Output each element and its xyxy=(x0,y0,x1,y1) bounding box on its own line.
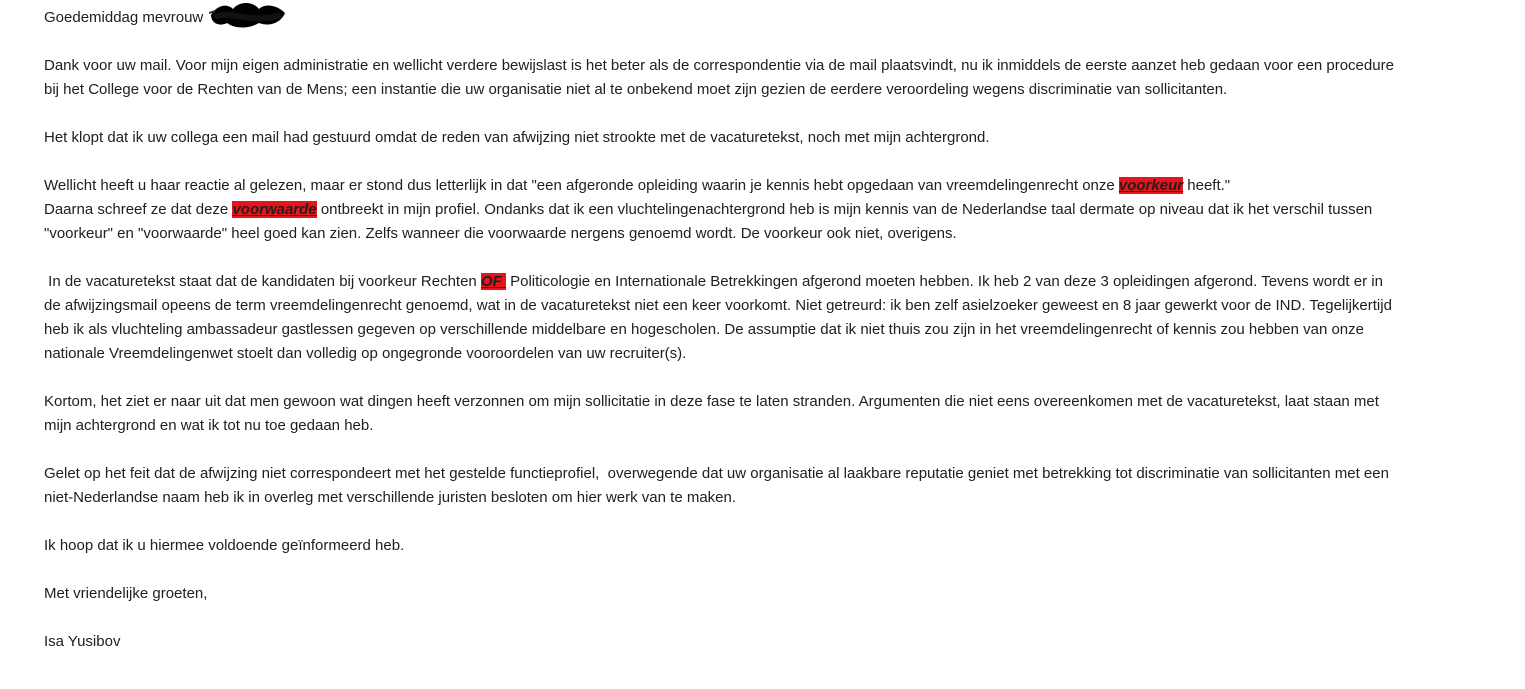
text-ontbreekt: ontbreekt in mijn profiel. Ondanks dat ik een vluchtelingenachtergrond heb is mijn kennis van de Nederlandse taal dermate op niveau dat ik het verschil tussen xyxy=(316,201,1373,218)
signature xyxy=(44,630,1514,654)
signature-name: Isa Yusibov xyxy=(44,633,121,650)
text-politicologie: Politicologie en Internationale Betrekkingen afgerond moeten hebben. Ik heb 2 van deze 3 opleidingen afgerond. Tevens wordt er in xyxy=(505,273,1383,290)
paragraph-3-line-3: "voorkeur" en "voorwaarde" heel goed kan zien. Zelfs wanneer die voorwaarde nergens genoemd wordt. De voorkeur ook niet, overigens. xyxy=(44,225,957,242)
paragraph-6-line-2: niet-Nederlandse naam heb ik in overleg met verschillende juristen besloten om hier werk van te maken. xyxy=(44,489,737,506)
paragraph-7 xyxy=(44,534,1514,558)
paragraph-2 xyxy=(44,126,1514,150)
paragraph-6-line-1: Gelet op het feit dat de afwijzing niet correspondeert met het gestelde functieprofiel, overwegende dat uw organisatie al laakbare reputatie geniet met betrekking tot discriminatie van sollicitanten met een xyxy=(44,465,1389,482)
highlight-of: OF xyxy=(480,273,506,290)
paragraph-3 xyxy=(44,174,1514,246)
closing-text: Met vriendelijke groeten, xyxy=(44,585,208,602)
paragraph-2-line-1: Het klopt dat ik uw collega een mail had gestuurd omdat de reden van afwijzing niet strookte met de vacaturetekst, noch met mijn achtergrond. xyxy=(44,129,990,146)
paragraph-4-line-3: heb ik als vluchteling ambassadeur gastlessen gegeven op verschillende middelbare en hogescholen. De assumptie dat ik niet thuis zou zijn in het vreemdelingenrecht of kennis zou hebben van onze xyxy=(44,321,1364,338)
email-body xyxy=(44,6,1514,678)
paragraph-5-line-1: Kortom, het ziet er naar uit dat men gewoon wat dingen heeft verzonnen om mijn sollicitatie in deze fase te laten stranden. Argumenten die niet eens overeenkomen met de vacaturetekst, laat staan met xyxy=(44,393,1379,410)
paragraph-4-line-2: de afwijzingsmail opeens de term vreemdelingenrecht genoemd, wat in de vacaturetekst niet een keer voorkomt. Niet getreurd: ik ben zelf asielzoeker geweest en 8 jaar gewerkt voor de IND. Tegelijkertijd xyxy=(44,297,1392,314)
text-daarna: Daarna schreef ze dat deze xyxy=(44,201,233,218)
greeting-text: Goedemiddag mevrouw xyxy=(44,9,204,26)
paragraph-1-line-2: bij het College voor de Rechten van de Mens; een instantie die uw organisatie niet al te onbekend moet zijn gezien de eerdere veroordeling wegens discriminatie van sollicitanten. xyxy=(44,81,1228,98)
text-vacaturetekst: In de vacaturetekst staat dat de kandidaten bij voorkeur Rechten xyxy=(44,273,481,290)
closing xyxy=(44,582,1514,606)
paragraph-5 xyxy=(44,390,1514,438)
paragraph-4-line-1 xyxy=(44,270,1514,294)
greeting-paragraph xyxy=(44,6,1514,30)
paragraph-6 xyxy=(44,462,1514,510)
paragraph-1-line-1: Dank voor uw mail. Voor mijn eigen administratie en wellicht verdere bewijslast is het beter als de correspondentie via de mail plaatsvindt, nu ik inmiddels de eerste aanzet heb gedaan voor een procedure xyxy=(44,57,1394,74)
redacted-name-scribble xyxy=(209,0,287,29)
paragraph-3-line-2 xyxy=(44,198,1514,222)
paragraph-4-line-4: nationale Vreemdelingenwet stoelt dan volledig op ongegronde vooroordelen van uw recruiter(s). xyxy=(44,345,687,362)
paragraph-5-line-2: mijn achtergrond en wat ik tot nu toe gedaan heb. xyxy=(44,417,374,434)
paragraph-3-line-1 xyxy=(44,174,1514,198)
highlight-voorwaarde: voorwaarde xyxy=(232,201,317,218)
paragraph-7-line-1: Ik hoop dat ik u hiermee voldoende geïnformeerd heb. xyxy=(44,537,405,554)
quote-text-end: heeft." xyxy=(1183,177,1231,194)
highlight-voorkeur: voorkeur xyxy=(1118,177,1184,194)
quote-text-start: Wellicht heeft u haar reactie al gelezen, maar er stond dus letterlijk in dat "een afgeronde opleiding waarin je kennis hebt opgedaan van vreemdelingenrecht onze xyxy=(44,177,1119,194)
paragraph-4 xyxy=(44,270,1514,366)
paragraph-1 xyxy=(44,54,1514,102)
